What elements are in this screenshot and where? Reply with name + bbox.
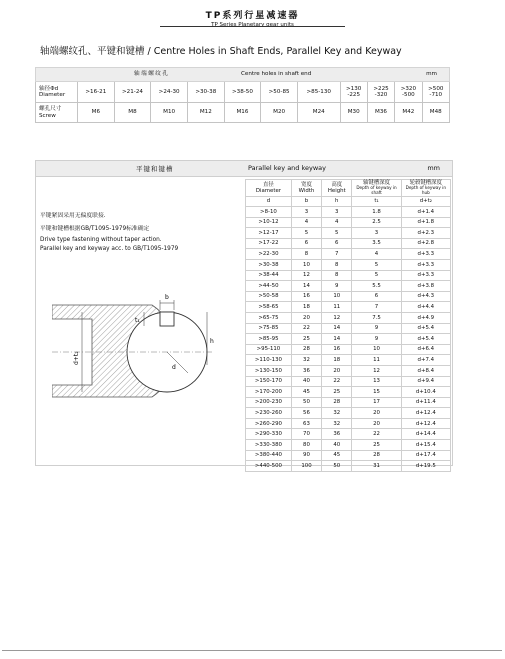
table-cell: 32 <box>322 408 352 419</box>
table-row <box>246 440 451 451</box>
table-cell: 13 <box>352 376 401 387</box>
table-cell: >290-330 <box>246 429 292 440</box>
keyway-title-cn: 平键和键槽 <box>136 165 174 173</box>
table-cell: 16 <box>322 344 352 355</box>
table-cell: 20 <box>352 418 401 429</box>
diameter-cell: >85-130 <box>297 82 340 103</box>
table-cell: d+12.4 <box>401 408 450 419</box>
table-row <box>246 281 451 292</box>
table-cell: 25 <box>322 387 352 398</box>
table-cell: 31 <box>352 461 401 472</box>
diameter-label-cell <box>36 82 78 103</box>
keyway-note-2: 平键和键槽根据GB/T1095-1979标准确定 <box>40 226 150 232</box>
table-cell: 20 <box>322 365 352 376</box>
table-cell: 8 <box>291 249 321 260</box>
table-cell: 16 <box>291 291 321 302</box>
keyway-header-cn: 轮毂键槽深度 <box>409 180 442 187</box>
table-cell: 40 <box>322 440 352 451</box>
screw-cell: M12 <box>187 103 224 123</box>
table-cell: 36 <box>322 429 352 440</box>
table-cell: 40 <box>291 376 321 387</box>
screw-label-en: Screw <box>39 112 56 119</box>
table-row <box>246 344 451 355</box>
diameter-cell: >24-30 <box>151 82 188 103</box>
table-cell: 50 <box>322 461 352 472</box>
keyway-table <box>245 179 451 472</box>
table-row <box>246 323 451 334</box>
table-cell: >44-50 <box>246 281 292 292</box>
table-cell: d+15.4 <box>401 440 450 451</box>
table-row <box>246 217 451 228</box>
table-cell: 2.5 <box>352 217 401 228</box>
table-cell: >330-380 <box>246 440 292 451</box>
table-cell: 63 <box>291 418 321 429</box>
keyway-header-cn: 直径 <box>263 181 274 188</box>
header-rule <box>160 26 345 27</box>
screw-cell: M6 <box>78 103 115 123</box>
table-cell: >260-290 <box>246 418 292 429</box>
keyway-header-cn: 高度 <box>331 181 343 188</box>
table-cell: 56 <box>291 408 321 419</box>
screw-cell: M48 <box>422 103 449 123</box>
table-row <box>246 397 451 408</box>
keyway-title-en: Parallel key and keyway <box>248 164 327 172</box>
table-cell: 32 <box>322 418 352 429</box>
table-cell: 14 <box>322 323 352 334</box>
diameter-cell: >225 -320 <box>367 82 394 103</box>
table-cell: >170-200 <box>246 387 292 398</box>
table-row <box>246 450 451 461</box>
table-cell: 4 <box>322 217 352 228</box>
keyway-header-en: Diameter <box>255 188 282 194</box>
table-cell: d+8.4 <box>401 365 450 376</box>
table-cell: 45 <box>322 450 352 461</box>
table-cell: 36 <box>291 365 321 376</box>
table-cell: >22-30 <box>246 249 292 260</box>
screw-cell: M42 <box>395 103 422 123</box>
table-cell: d+2.3 <box>401 228 450 239</box>
table-cell: 9 <box>352 323 401 334</box>
table-row <box>246 355 451 366</box>
table-row <box>246 387 451 398</box>
table-cell: 12 <box>291 270 321 281</box>
table-cell: d+2.8 <box>401 238 450 249</box>
table-cell: >65-75 <box>246 312 292 323</box>
table-cell: d+5.4 <box>401 334 450 345</box>
table-cell: 8 <box>322 259 352 270</box>
diameter-cell: >500 -710 <box>422 82 449 103</box>
table-cell: 11 <box>322 302 352 313</box>
screw-cell: M36 <box>367 103 394 123</box>
table-cell: 80 <box>291 440 321 451</box>
table-cell: 1.8 <box>352 207 401 218</box>
diameter-cell: >16-21 <box>78 82 115 103</box>
screw-cell: M10 <box>151 103 188 123</box>
table-cell: d+5.4 <box>401 323 450 334</box>
diameter-cell: >130 -225 <box>340 82 367 103</box>
table-row <box>246 334 451 345</box>
table-row <box>246 291 451 302</box>
diameter-cell: >50-85 <box>261 82 298 103</box>
screw-label-cn: 螺孔尺寸 <box>39 106 62 113</box>
table-cell: 5 <box>352 270 401 281</box>
label-d: d <box>172 364 176 371</box>
table-cell: 90 <box>291 450 321 461</box>
table-row <box>246 429 451 440</box>
keyway-header-en: Width <box>298 188 315 194</box>
keyway-note-4: Parallel key and keyway acc. to GB/T1095-1979 <box>40 246 179 252</box>
table-cell: >150-170 <box>246 376 292 387</box>
diameter-cell: >30-38 <box>187 82 224 103</box>
screw-cell: M8 <box>114 103 151 123</box>
table-cell: >50-58 <box>246 291 292 302</box>
table-cell: 3 <box>291 207 321 218</box>
shaft-keyway-drawing <box>52 265 242 405</box>
table-cell: >85-95 <box>246 334 292 345</box>
table-row <box>246 302 451 313</box>
table-row <box>246 312 451 323</box>
table-cell: d+4.4 <box>401 302 450 313</box>
table-cell: >230-260 <box>246 408 292 419</box>
table-cell: 9 <box>322 281 352 292</box>
centre-holes-title-row <box>36 68 450 82</box>
table-cell: d+7.4 <box>401 355 450 366</box>
keyway-note-3: Drive type fastening without taper action. <box>40 237 162 243</box>
table-row <box>246 228 451 239</box>
table-cell: 7.5 <box>352 312 401 323</box>
table-cell: 25 <box>352 440 401 451</box>
centre-holes-unit: mm <box>426 71 437 77</box>
page-bottom-rule <box>2 650 502 651</box>
table-cell: d+3.3 <box>401 270 450 281</box>
table-cell: >110-130 <box>246 355 292 366</box>
screw-cell: M16 <box>224 103 261 123</box>
table-cell: 28 <box>291 344 321 355</box>
centre-holes-diameter-row <box>36 82 450 103</box>
keyway-slot <box>160 312 174 326</box>
table-cell: 45 <box>291 387 321 398</box>
table-cell: >12-17 <box>246 228 292 239</box>
keyway-symbol-row <box>246 197 451 207</box>
table-cell: 15 <box>352 387 401 398</box>
label-t1: t₁ <box>135 317 140 324</box>
keyway-header-cn: 轴键槽深度 <box>363 180 390 187</box>
keyway-symbol-cell: d+t₂ <box>401 197 450 207</box>
table-cell: 10 <box>352 344 401 355</box>
table-cell: >75-85 <box>246 323 292 334</box>
screw-cell: M24 <box>297 103 340 123</box>
table-cell: >17-22 <box>246 238 292 249</box>
table-row <box>246 207 451 218</box>
table-cell: 100 <box>291 461 321 472</box>
keyway-header-cell <box>291 180 321 197</box>
table-cell: 6 <box>291 238 321 249</box>
table-cell: 32 <box>291 355 321 366</box>
centre-holes-table <box>35 67 450 123</box>
table-cell: >440-500 <box>246 461 292 472</box>
table-cell: d+3.8 <box>401 281 450 292</box>
table-row <box>246 238 451 249</box>
table-cell: 3.5 <box>352 238 401 249</box>
table-cell: 14 <box>322 334 352 345</box>
table-row <box>246 461 451 472</box>
keyway-symbol-cell: b <box>291 197 321 207</box>
table-cell: >130-150 <box>246 365 292 376</box>
keyway-symbol-cell: h <box>322 197 352 207</box>
table-cell: 4 <box>291 217 321 228</box>
table-cell: 22 <box>352 429 401 440</box>
table-cell: d+3.3 <box>401 259 450 270</box>
table-cell: 20 <box>291 312 321 323</box>
table-row <box>246 418 451 429</box>
table-row <box>246 365 451 376</box>
table-cell: 9 <box>352 334 401 345</box>
table-cell: 10 <box>322 291 352 302</box>
table-cell: 5 <box>291 228 321 239</box>
table-cell: 6 <box>352 291 401 302</box>
table-cell: 50 <box>291 397 321 408</box>
table-row <box>246 259 451 270</box>
label-dt2: d+t₂ <box>73 351 80 365</box>
section-title: 轴端螺纹孔、平键和键槽 / Centre Holes in Shaft Ends, Parallel Key and Keyway <box>40 46 402 57</box>
table-cell: 4 <box>352 249 401 260</box>
table-cell: 70 <box>291 429 321 440</box>
table-cell: d+3.3 <box>401 249 450 260</box>
table-cell: d+10.4 <box>401 387 450 398</box>
diameter-cell: >320 -500 <box>395 82 422 103</box>
table-row <box>246 270 451 281</box>
table-cell: >95-110 <box>246 344 292 355</box>
keyway-unit: mm <box>427 164 440 172</box>
header-title-en: TP Series Planetary gear units <box>211 22 294 28</box>
keyway-header-cn: 宽度 <box>301 181 312 188</box>
table-cell: >200-230 <box>246 397 292 408</box>
table-cell: 20 <box>352 408 401 419</box>
table-cell: 18 <box>322 355 352 366</box>
label-b: b <box>165 294 169 301</box>
table-cell: d+12.4 <box>401 418 450 429</box>
table-cell: 6 <box>322 238 352 249</box>
diameter-label-cn: 轴径Φd <box>39 85 59 92</box>
table-cell: d+4.3 <box>401 291 450 302</box>
table-cell: d+9.4 <box>401 376 450 387</box>
keyway-title-bar <box>36 161 452 177</box>
table-cell: 25 <box>291 334 321 345</box>
keyway-header-cell <box>352 180 401 197</box>
keyway-header-en: Depth of keyway in hub <box>405 185 446 196</box>
table-cell: >8-10 <box>246 207 292 218</box>
table-cell: 18 <box>291 302 321 313</box>
table-cell: 7 <box>322 249 352 260</box>
table-cell: d+19.5 <box>401 461 450 472</box>
table-cell: 11 <box>352 355 401 366</box>
table-cell: d+1.4 <box>401 207 450 218</box>
table-cell: 12 <box>352 365 401 376</box>
screw-label-cell <box>36 103 78 123</box>
centre-holes-screw-row <box>36 103 450 123</box>
keyway-note-1: 平键紧固采用无偏度联接. <box>40 213 106 219</box>
table-cell: d+4.9 <box>401 312 450 323</box>
diameter-label-en: Diameter <box>39 92 66 98</box>
table-row <box>246 376 451 387</box>
keyway-symbol-cell: t₁ <box>352 197 401 207</box>
table-cell: 7 <box>352 302 401 313</box>
centre-holes-title-en: Centre holes in shaft end <box>241 71 312 77</box>
keyway-header-en: Height <box>327 188 346 194</box>
header-title-cn: TP系列行星减速器 <box>205 11 300 21</box>
screw-cell: M30 <box>340 103 367 123</box>
diameter-cell: >38-50 <box>224 82 261 103</box>
table-row <box>246 249 451 260</box>
table-cell: 5.5 <box>352 281 401 292</box>
keyway-symbol-cell: d <box>246 197 292 207</box>
table-cell: 3 <box>322 207 352 218</box>
table-cell: 10 <box>291 259 321 270</box>
table-cell: 22 <box>291 323 321 334</box>
table-cell: >380-440 <box>246 450 292 461</box>
table-cell: 22 <box>322 376 352 387</box>
centre-holes-title-cn: 轴端螺纹孔 <box>134 71 170 77</box>
keyway-header-cell <box>322 180 352 197</box>
table-cell: 17 <box>352 397 401 408</box>
table-cell: >58-65 <box>246 302 292 313</box>
table-cell: >38-44 <box>246 270 292 281</box>
table-cell: 12 <box>322 312 352 323</box>
keyway-header-cell <box>401 180 450 197</box>
keyway-header-en: Depth of keyway in shaft <box>356 185 397 196</box>
table-cell: 3 <box>352 228 401 239</box>
table-cell: >10-12 <box>246 217 292 228</box>
table-cell: 5 <box>352 259 401 270</box>
table-cell: 14 <box>291 281 321 292</box>
screw-cell: M20 <box>261 103 298 123</box>
table-cell: 28 <box>352 450 401 461</box>
table-row <box>246 408 451 419</box>
table-cell: >30-38 <box>246 259 292 270</box>
keyway-header-cell <box>246 180 292 197</box>
table-cell: d+1.8 <box>401 217 450 228</box>
keyway-header-row <box>246 180 451 197</box>
table-cell: 8 <box>322 270 352 281</box>
table-cell: d+6.4 <box>401 344 450 355</box>
table-cell: 28 <box>322 397 352 408</box>
table-cell: d+17.4 <box>401 450 450 461</box>
diameter-cell: >21-24 <box>114 82 151 103</box>
table-cell: 5 <box>322 228 352 239</box>
table-cell: d+11.4 <box>401 397 450 408</box>
table-cell: d+14.4 <box>401 429 450 440</box>
label-h: h <box>210 338 214 345</box>
